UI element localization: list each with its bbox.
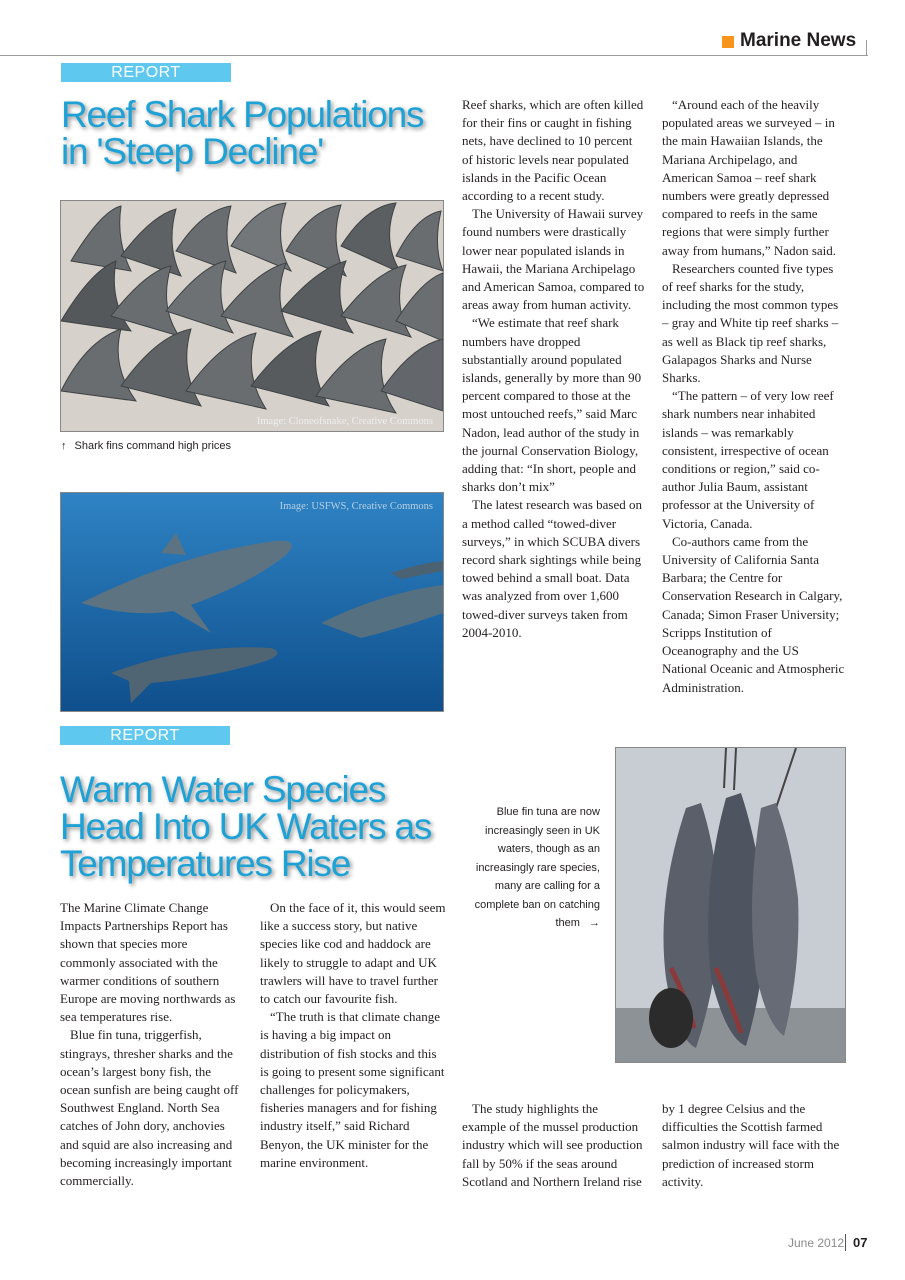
headline-line: Warm Water Species: [60, 769, 386, 810]
paragraph: On the face of it, this would seem like a success story, but native species like cod and haddock are likely to struggle to adapt and UK trawlers will have to travel further to catch our favourite fish.: [260, 900, 446, 1007]
article1-headline: [61, 96, 451, 170]
shark-fins-photo: [60, 200, 444, 432]
paragraph: The Marine Climate Change Impacts Partnerships Report has shown that species more commonly associated with the warmer conditions of southern Europe are moving northwards as sea temperatures rise.: [60, 900, 236, 1025]
tuna-photo: [615, 747, 846, 1063]
headline-line: Temperatures Rise: [60, 843, 351, 884]
article1-column-2: [662, 96, 845, 697]
headline-line: Head Into UK Waters as: [60, 806, 432, 847]
tuna-illustration: [616, 748, 845, 1062]
footer-separator: [845, 1234, 846, 1251]
article2-column-1: [60, 899, 243, 1190]
article2-column-3: [462, 1100, 645, 1191]
report-tag: REPORT: [60, 726, 230, 745]
paragraph: by 1 degree Celsius and the difficulties the Scottish farmed salmon industry will face with the prediction of increased storm activity.: [662, 1101, 840, 1189]
headline-line: in 'Steep Decline': [61, 131, 323, 172]
caption-text: Shark fins command high prices: [74, 440, 232, 452]
article2-headline: [60, 771, 460, 882]
paragraph: Blue fin tuna, triggerfish, stingrays, thresher sharks and the ocean’s largest bony fish, the ocean sunfish are being caught off Southwest England. North Sea catches of John dory, anchovies and squid are also increasing and becoming increasingly important commercially.: [60, 1027, 239, 1189]
paragraph: Reef sharks, which are often killed for their fins or caught in fishing nets, have declined to 10 percent of historic levels near populated islands in the Pacific Ocean according to a recent study.: [462, 97, 644, 204]
header-rule: [0, 55, 868, 56]
reef-sharks-illustration: [61, 493, 443, 711]
photo-caption: [61, 440, 231, 452]
shark-fins-illustration: [61, 201, 443, 431]
page-number: 07: [853, 1235, 868, 1250]
issue-date: June 2012: [788, 1236, 845, 1250]
paragraph: The study highlights the example of the mussel production industry which will see production fall by 50% if the seas around Scotland and Northern Ireland rise: [462, 1101, 643, 1189]
arrow-up-icon: ↑: [61, 440, 67, 452]
paragraph: “We estimate that reef shark numbers have dropped substantially around populated islands, generally by more than 90 percent compared to those at the most untouched reefs,” said Marc Nadon, lead author of the study in the journal Conservation Biology, adding that: “In short, people and sharks don’t mix”: [462, 315, 642, 495]
reef-sharks-photo: [60, 492, 444, 712]
paragraph: “Around each of the heavily populated areas we surveyed – in the main Hawaiian Islands, the Mariana Archipelago, and American Samoa – reef shark numbers were greatly depressed compared to reefs in the same regions that were simply further away from humans,” Nadon said.: [662, 97, 837, 258]
article2-column-4: [662, 1100, 845, 1191]
header-rule-tick: [866, 40, 867, 56]
section-title: Marine News: [740, 30, 857, 51]
photo-credit: Image: Cloneofsnake, Creative Commons: [256, 416, 433, 427]
section-marker-icon: [722, 36, 734, 48]
headline-line: Reef Shark Populations: [61, 94, 424, 135]
photo-credit: Image: USFWS, Creative Commons: [279, 501, 433, 512]
paragraph: Researchers counted five types of reef sharks for the study, including the most common types – gray and White tip reef sharks – as well as Black tip reef sharks, Galapagos Sharks and Nurse Sharks.: [662, 260, 839, 386]
article1-column-1: [462, 96, 645, 642]
report-tag: REPORT: [61, 63, 231, 82]
article2-column-2: [260, 899, 446, 1172]
paragraph: “The truth is that climate change is having a big impact on distribution of fish stocks and this is going to present some significant challenges for policymakers, fisheries managers and for fishing industry itself,” said Richard Benyon, the UK minister for the marine environment.: [260, 1009, 445, 1170]
paragraph: The latest research was based on a method called “towed-diver surveys,” in which SCUBA divers record shark sightings while being towed behind a small boat. Data was analyzed from over 1,600 towed-diver surveys taken from 2004-2010.: [462, 497, 643, 640]
paragraph: “The pattern – of very low reef shark numbers near inhabited islands – was remarkably consistent, irrespective of ocean conditions or region,” said co-author Julia Baum, assistant professor at the University of Victoria, Canada.: [662, 388, 834, 531]
caption-text: Blue fin tuna are now increasingly seen in UK waters, though as an increasingly rare species, many are calling for a complete ban on catching them: [474, 806, 600, 929]
arrow-right-icon: →: [589, 917, 600, 929]
paragraph: The University of Hawaii survey found numbers were drastically lower near populated islands in Hawaii, the Mariana Archipelago and American Samoa, compared to areas away from human activity.: [462, 206, 645, 313]
tuna-caption: [462, 803, 600, 933]
paragraph: Co-authors came from the University of California Santa Barbara; the Centre for Conservation Research in Calgary, Canada; Simon Fraser University; Scripps Institution of Oceanography and the US National Oceanic and Atmospheric Administration.: [662, 533, 845, 695]
